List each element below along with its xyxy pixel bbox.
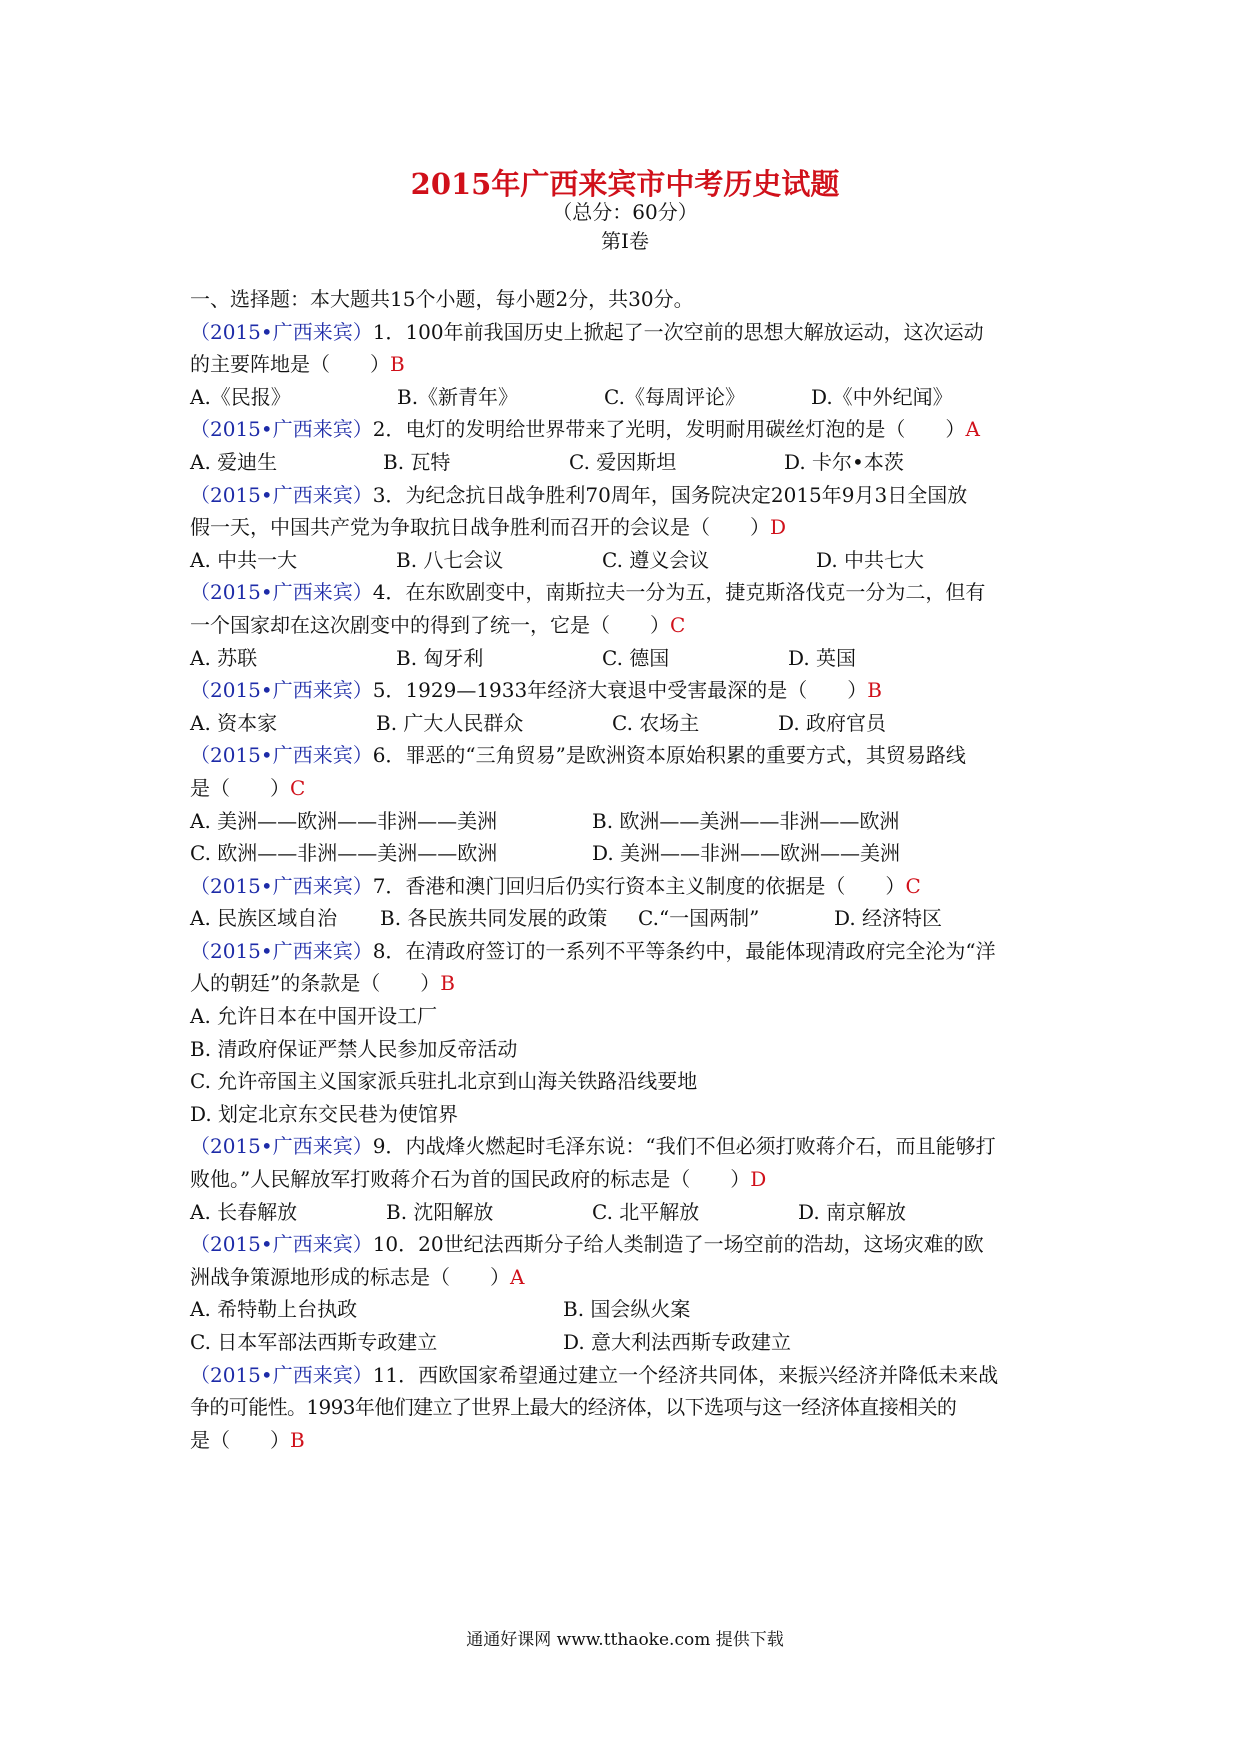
option-d: D. 美洲——非洲——欧洲——美洲	[592, 841, 901, 866]
question-6	[190, 739, 1060, 869]
source-tag: （2015•广西来宾）	[190, 1134, 373, 1159]
question-number: 5．	[372, 678, 406, 703]
option-b: B. 清政府保证严禁人民参加反帝活动	[190, 1036, 518, 1061]
question-11	[190, 1359, 1060, 1457]
option-a: A. 美洲——欧洲——非洲——美洲	[190, 808, 498, 833]
option-d: D.《中外纪闻》	[811, 384, 953, 409]
question-text: 1929—1933年经济大衰退中受害最深的是（ ）	[405, 678, 868, 703]
question-number: 9．	[372, 1134, 406, 1159]
option-c: C.《每周评论》	[604, 384, 745, 409]
question-4	[190, 576, 1060, 674]
question-text: 是（ ）	[190, 1427, 290, 1452]
option-b: B.《新青年》	[397, 384, 519, 409]
question-number: 2．	[372, 417, 406, 442]
question-text: 在清政府签订的一系列不平等条约中，最能体现清政府完全沦为“洋	[405, 938, 996, 963]
answer-key: C	[290, 775, 306, 800]
question-text: 洲战争策源地形成的标志是（ ）	[190, 1264, 510, 1289]
answer-key: B	[390, 352, 405, 377]
option-b: B. 沈阳解放	[386, 1199, 494, 1224]
question-text: 内战烽火燃起时毛泽东说：“我们不但必须打败蒋介石，而且能够打	[405, 1134, 996, 1159]
source-tag: （2015•广西来宾）	[190, 743, 373, 768]
question-number: 10．	[372, 1232, 419, 1257]
section-heading: 一、选择题：本大题共15个小题，每小题2分，共30分。	[190, 287, 694, 311]
option-a: A. 允许日本在中国开设工厂	[190, 1004, 438, 1029]
question-2	[190, 413, 1060, 478]
source-tag: （2015•广西来宾）	[190, 319, 373, 344]
option-a: A. 民族区域自治	[190, 906, 338, 931]
question-text: 香港和澳门回归后仍实行资本主义制度的依据是（ ）	[405, 873, 906, 898]
answer-key: B	[290, 1427, 305, 1452]
question-3	[190, 479, 1060, 577]
option-d: D. 英国	[788, 645, 857, 670]
option-d: D. 南京解放	[798, 1199, 907, 1224]
option-d: D. 经济特区	[834, 906, 943, 931]
option-a: A. 希特勒上台执政	[190, 1297, 358, 1322]
question-number: 3．	[372, 482, 406, 507]
footer-text: 通通好课网 www.tthaoke.com 提供下载	[466, 1630, 784, 1650]
option-c: C. 遵义会议	[602, 547, 710, 572]
answer-key: D	[770, 515, 787, 540]
option-b: B. 国会纵火案	[563, 1297, 691, 1322]
option-a: A. 中共一大	[190, 547, 298, 572]
option-b: B. 各民族共同发展的政策	[380, 906, 608, 931]
question-1	[190, 316, 1060, 414]
source-tag: （2015•广西来宾）	[190, 678, 373, 703]
option-d: D. 意大利法西斯专政建立	[563, 1330, 792, 1354]
answer-key: C	[670, 612, 686, 637]
answer-key: A	[965, 417, 980, 442]
option-b: B. 广大人民群众	[376, 710, 524, 735]
question-text: 败他。”人民解放军打败蒋介石为首的国民政府的标志是（ ）	[190, 1167, 751, 1192]
answer-key: A	[510, 1264, 525, 1289]
option-c: C. 德国	[602, 645, 670, 670]
option-c: C. 爱因斯坦	[569, 449, 677, 474]
question-text: 在东欧剧变中，南斯拉夫一分为五，捷克斯洛伐克一分为二，但有	[405, 580, 986, 605]
question-text: 是（ ）	[190, 775, 290, 800]
question-text: 假一天，中国共产党为争取抗日战争胜利而召开的会议是（ ）	[190, 515, 770, 540]
question-number: 7．	[372, 873, 406, 898]
option-a: A.《民报》	[190, 384, 291, 409]
option-b: B. 匈牙利	[396, 645, 484, 670]
option-b: B. 欧洲——美洲——非洲——欧洲	[592, 808, 900, 833]
option-d: D. 中共七大	[816, 547, 925, 572]
question-text: 争的可能性。1993年他们建立了世界上最大的经济体，以下选项与这一经济体直接相关的	[190, 1395, 957, 1420]
option-a: A. 爱迪生	[190, 449, 278, 474]
source-tag: （2015•广西来宾）	[190, 417, 373, 442]
option-b: B. 瓦特	[383, 449, 451, 474]
option-d: D. 划定北京东交民巷为使馆界	[190, 1101, 459, 1126]
question-text: 人的朝廷”的条款是（ ）	[190, 971, 441, 996]
question-text: 100年前我国历史上掀起了一次空前的思想大解放运动，这次运动	[405, 319, 984, 344]
question-number: 11．	[372, 1362, 419, 1387]
question-9	[190, 1130, 1060, 1228]
question-text: 为纪念抗日战争胜利70周年，国务院决定2015年9月3日全国放	[405, 482, 968, 507]
question-number: 1．	[372, 319, 406, 344]
source-tag: （2015•广西来宾）	[190, 1362, 373, 1387]
option-a: A. 苏联	[190, 645, 258, 670]
source-tag: （2015•广西来宾）	[190, 482, 373, 507]
answer-key: B	[867, 678, 882, 703]
question-number: 6．	[372, 743, 406, 768]
question-text: 20世纪法西斯分子给人类制造了一场空前的浩劫，这场灾难的欧	[418, 1232, 984, 1257]
option-c: C. 北平解放	[592, 1199, 700, 1224]
question-8	[190, 935, 1060, 1131]
question-text: 罪恶的“三角贸易”是欧洲资本原始积累的重要方式，其贸易路线	[405, 743, 966, 768]
source-tag: （2015•广西来宾）	[190, 938, 373, 963]
option-a: A. 资本家	[190, 710, 278, 735]
option-b: B. 八七会议	[396, 547, 504, 572]
question-text: 的主要阵地是（ ）	[190, 352, 390, 377]
score-note: （总分：60分）	[552, 200, 698, 224]
option-a: A. 长春解放	[190, 1199, 298, 1224]
source-tag: （2015•广西来宾）	[190, 1232, 373, 1257]
source-tag: （2015•广西来宾）	[190, 580, 373, 605]
question-body	[190, 283, 1060, 1456]
question-10	[190, 1228, 1060, 1358]
exam-page	[190, 0, 1060, 1754]
option-c: C. 日本军部法西斯专政建立	[190, 1330, 438, 1354]
page-title: 2015年广西来宾市中考历史试题	[410, 167, 840, 201]
question-text: 电灯的发明给世界带来了光明，发明耐用碳丝灯泡的是（ ）	[405, 417, 966, 442]
question-text: 西欧国家希望通过建立一个经济共同体，来振兴经济并降低未来战	[418, 1362, 999, 1387]
question-number: 4．	[372, 580, 406, 605]
question-text: 一个国家却在这次剧变中的得到了统一，它是（ ）	[190, 612, 670, 637]
answer-key: D	[750, 1167, 767, 1192]
question-5	[190, 674, 1060, 739]
answer-key: B	[440, 971, 455, 996]
option-c: C. 允许帝国主义国家派兵驻扎北京到山海关铁路沿线要地	[190, 1069, 698, 1094]
answer-key: C	[905, 873, 921, 898]
question-number: 8．	[372, 938, 406, 963]
option-d: D. 卡尔•本茨	[784, 449, 904, 474]
question-7	[190, 870, 1060, 935]
source-tag: （2015•广西来宾）	[190, 873, 373, 898]
option-c: C.“一国两制”	[638, 906, 760, 931]
option-d: D. 政府官员	[778, 710, 887, 735]
volume-label: 第Ⅰ卷	[601, 229, 649, 253]
option-c: C. 欧洲——非洲——美洲——欧洲	[190, 841, 498, 866]
option-c: C. 农场主	[612, 710, 700, 735]
